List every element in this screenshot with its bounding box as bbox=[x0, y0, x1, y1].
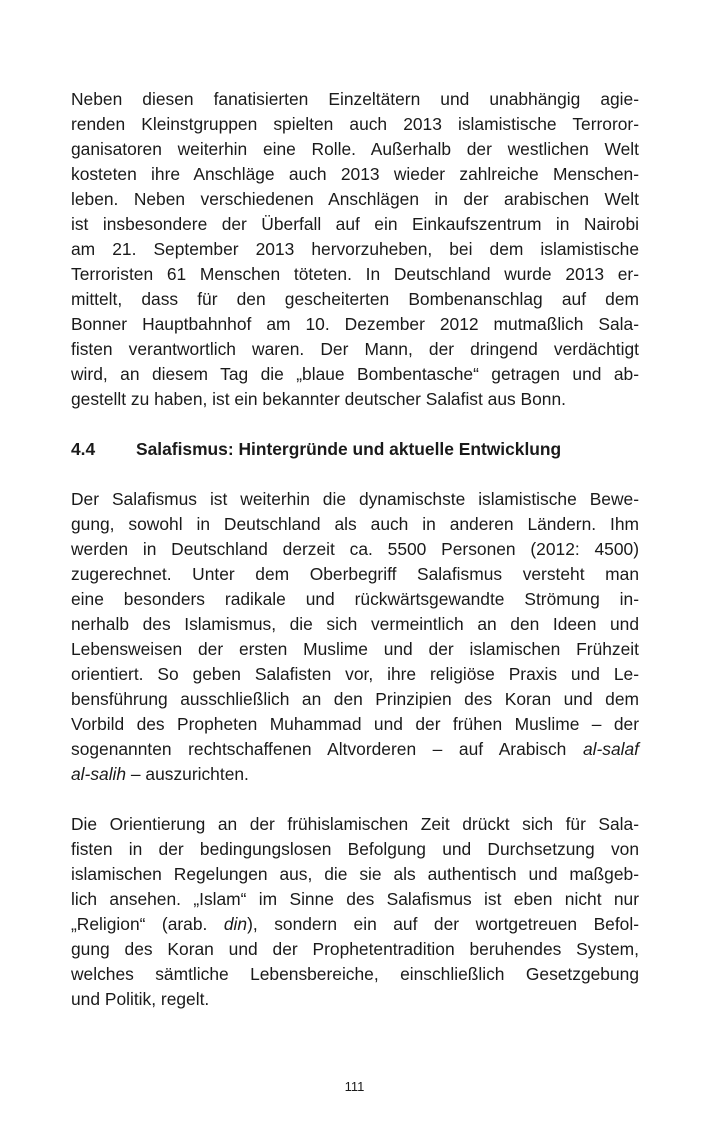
text-run: sogenannten rechtschaffenen Altvorderen – auf Arabisch bbox=[71, 739, 567, 759]
text-line: ist insbesondere der Überfall auf ein Einkaufszentrum in Nairobi bbox=[71, 214, 639, 234]
text-line: Der Salafismus ist weiterhin die dynamischste islamistische Bewe- bbox=[71, 489, 639, 509]
text-line: nerhalb des Islamismus, die sich vermeintlich an den Ideen und bbox=[71, 614, 639, 634]
italic-term: al-salaf bbox=[582, 739, 639, 759]
text-line: Lebensweisen der ersten Muslime und der islamischen Frühzeit bbox=[71, 639, 639, 659]
text-line: werden in Deutschland derzeit ca. 5500 Personen (2012: 4500) bbox=[71, 539, 639, 559]
text-run: „Religion“ (arab. bbox=[71, 914, 224, 934]
text-line: Terroristen 61 Menschen töteten. In Deutschland wurde 2013 er- bbox=[71, 264, 639, 284]
text-line: Neben diesen fanatisierten Einzeltätern und unabhängig agie- bbox=[71, 89, 639, 109]
text-line: am 21. September 2013 hervorzuheben, bei dem islamistische bbox=[71, 239, 639, 259]
text-line: Bonner Hauptbahnhof am 10. Dezember 2012 mutmaßlich Sala- bbox=[71, 314, 639, 334]
italic-term: al-salih bbox=[71, 764, 127, 784]
section-heading bbox=[71, 437, 639, 462]
paragraph-1 bbox=[71, 87, 639, 412]
text-line: orientiert. So geben Salafisten vor, ihre religiöse Praxis und Le- bbox=[71, 664, 639, 684]
text-run: – auszurichten. bbox=[126, 764, 249, 784]
text-line: zugerechnet. Unter dem Oberbegriff Salafismus versteht man bbox=[71, 564, 639, 584]
text-line: fisten in der bedingungslosen Befolgung und Durchsetzung von bbox=[71, 839, 639, 859]
text-line bbox=[71, 737, 639, 762]
section-number: 4.4 bbox=[71, 439, 96, 459]
italic-term: din bbox=[223, 914, 248, 934]
text-line: leben. Neben verschiedenen Anschlägen in der arabischen Welt bbox=[71, 189, 639, 209]
text-line: gung des Koran und der Prophetentradition beruhendes System, bbox=[71, 939, 639, 959]
text-line: gestellt zu haben, ist ein bekannter deutscher Salafist aus Bonn. bbox=[71, 389, 566, 409]
text-line: welches sämtliche Lebensbereiche, einschließlich Gesetzgebung bbox=[71, 964, 639, 984]
section-title: Salafismus: Hintergründe und aktuelle Entwicklung bbox=[136, 439, 562, 459]
text-line: eine besonders radikale und rückwärtsgewandte Strömung in- bbox=[71, 589, 639, 609]
page-body bbox=[71, 87, 639, 1012]
text-line: renden Kleinstgruppen spielten auch 2013 islamistische Terroror- bbox=[71, 114, 639, 134]
page-number: 111 bbox=[344, 1079, 365, 1094]
text-line: fisten verantwortlich waren. Der Mann, der dringend verdächtigt bbox=[71, 339, 639, 359]
text-line: wird, an diesem Tag die „blaue Bombentasche“ getragen und ab- bbox=[71, 364, 639, 384]
text-line: Die Orientierung an der frühislamischen Zeit drückt sich für Sala- bbox=[71, 814, 639, 834]
text-line: islamischen Regelungen aus, die sie als authentisch und maßgeb- bbox=[71, 864, 639, 884]
text-line: und Politik, regelt. bbox=[71, 989, 210, 1009]
paragraph-3 bbox=[71, 812, 639, 1012]
paragraph-2 bbox=[71, 487, 639, 787]
text-line: Vorbild des Propheten Muhammad und der frühen Muslime – der bbox=[71, 714, 639, 734]
text-line: gung, sowohl in Deutschland als auch in anderen Ländern. Ihm bbox=[71, 514, 639, 534]
text-line: lich ansehen. „Islam“ im Sinne des Salafismus ist eben nicht nur bbox=[71, 889, 639, 909]
text-line: mittelt, dass für den gescheiterten Bombenanschlag auf dem bbox=[71, 289, 639, 309]
text-line: kosteten ihre Anschläge auch 2013 wieder zahlreiche Menschen- bbox=[71, 164, 639, 184]
text-line: bensführung ausschließlich an den Prinzipien des Koran und dem bbox=[71, 689, 639, 709]
text-run: ), sondern ein auf der wortgetreuen Befol- bbox=[247, 914, 639, 934]
text-line bbox=[71, 912, 639, 937]
text-line bbox=[71, 762, 639, 787]
text-line: ganisatoren weiterhin eine Rolle. Außerhalb der westlichen Welt bbox=[71, 139, 639, 159]
